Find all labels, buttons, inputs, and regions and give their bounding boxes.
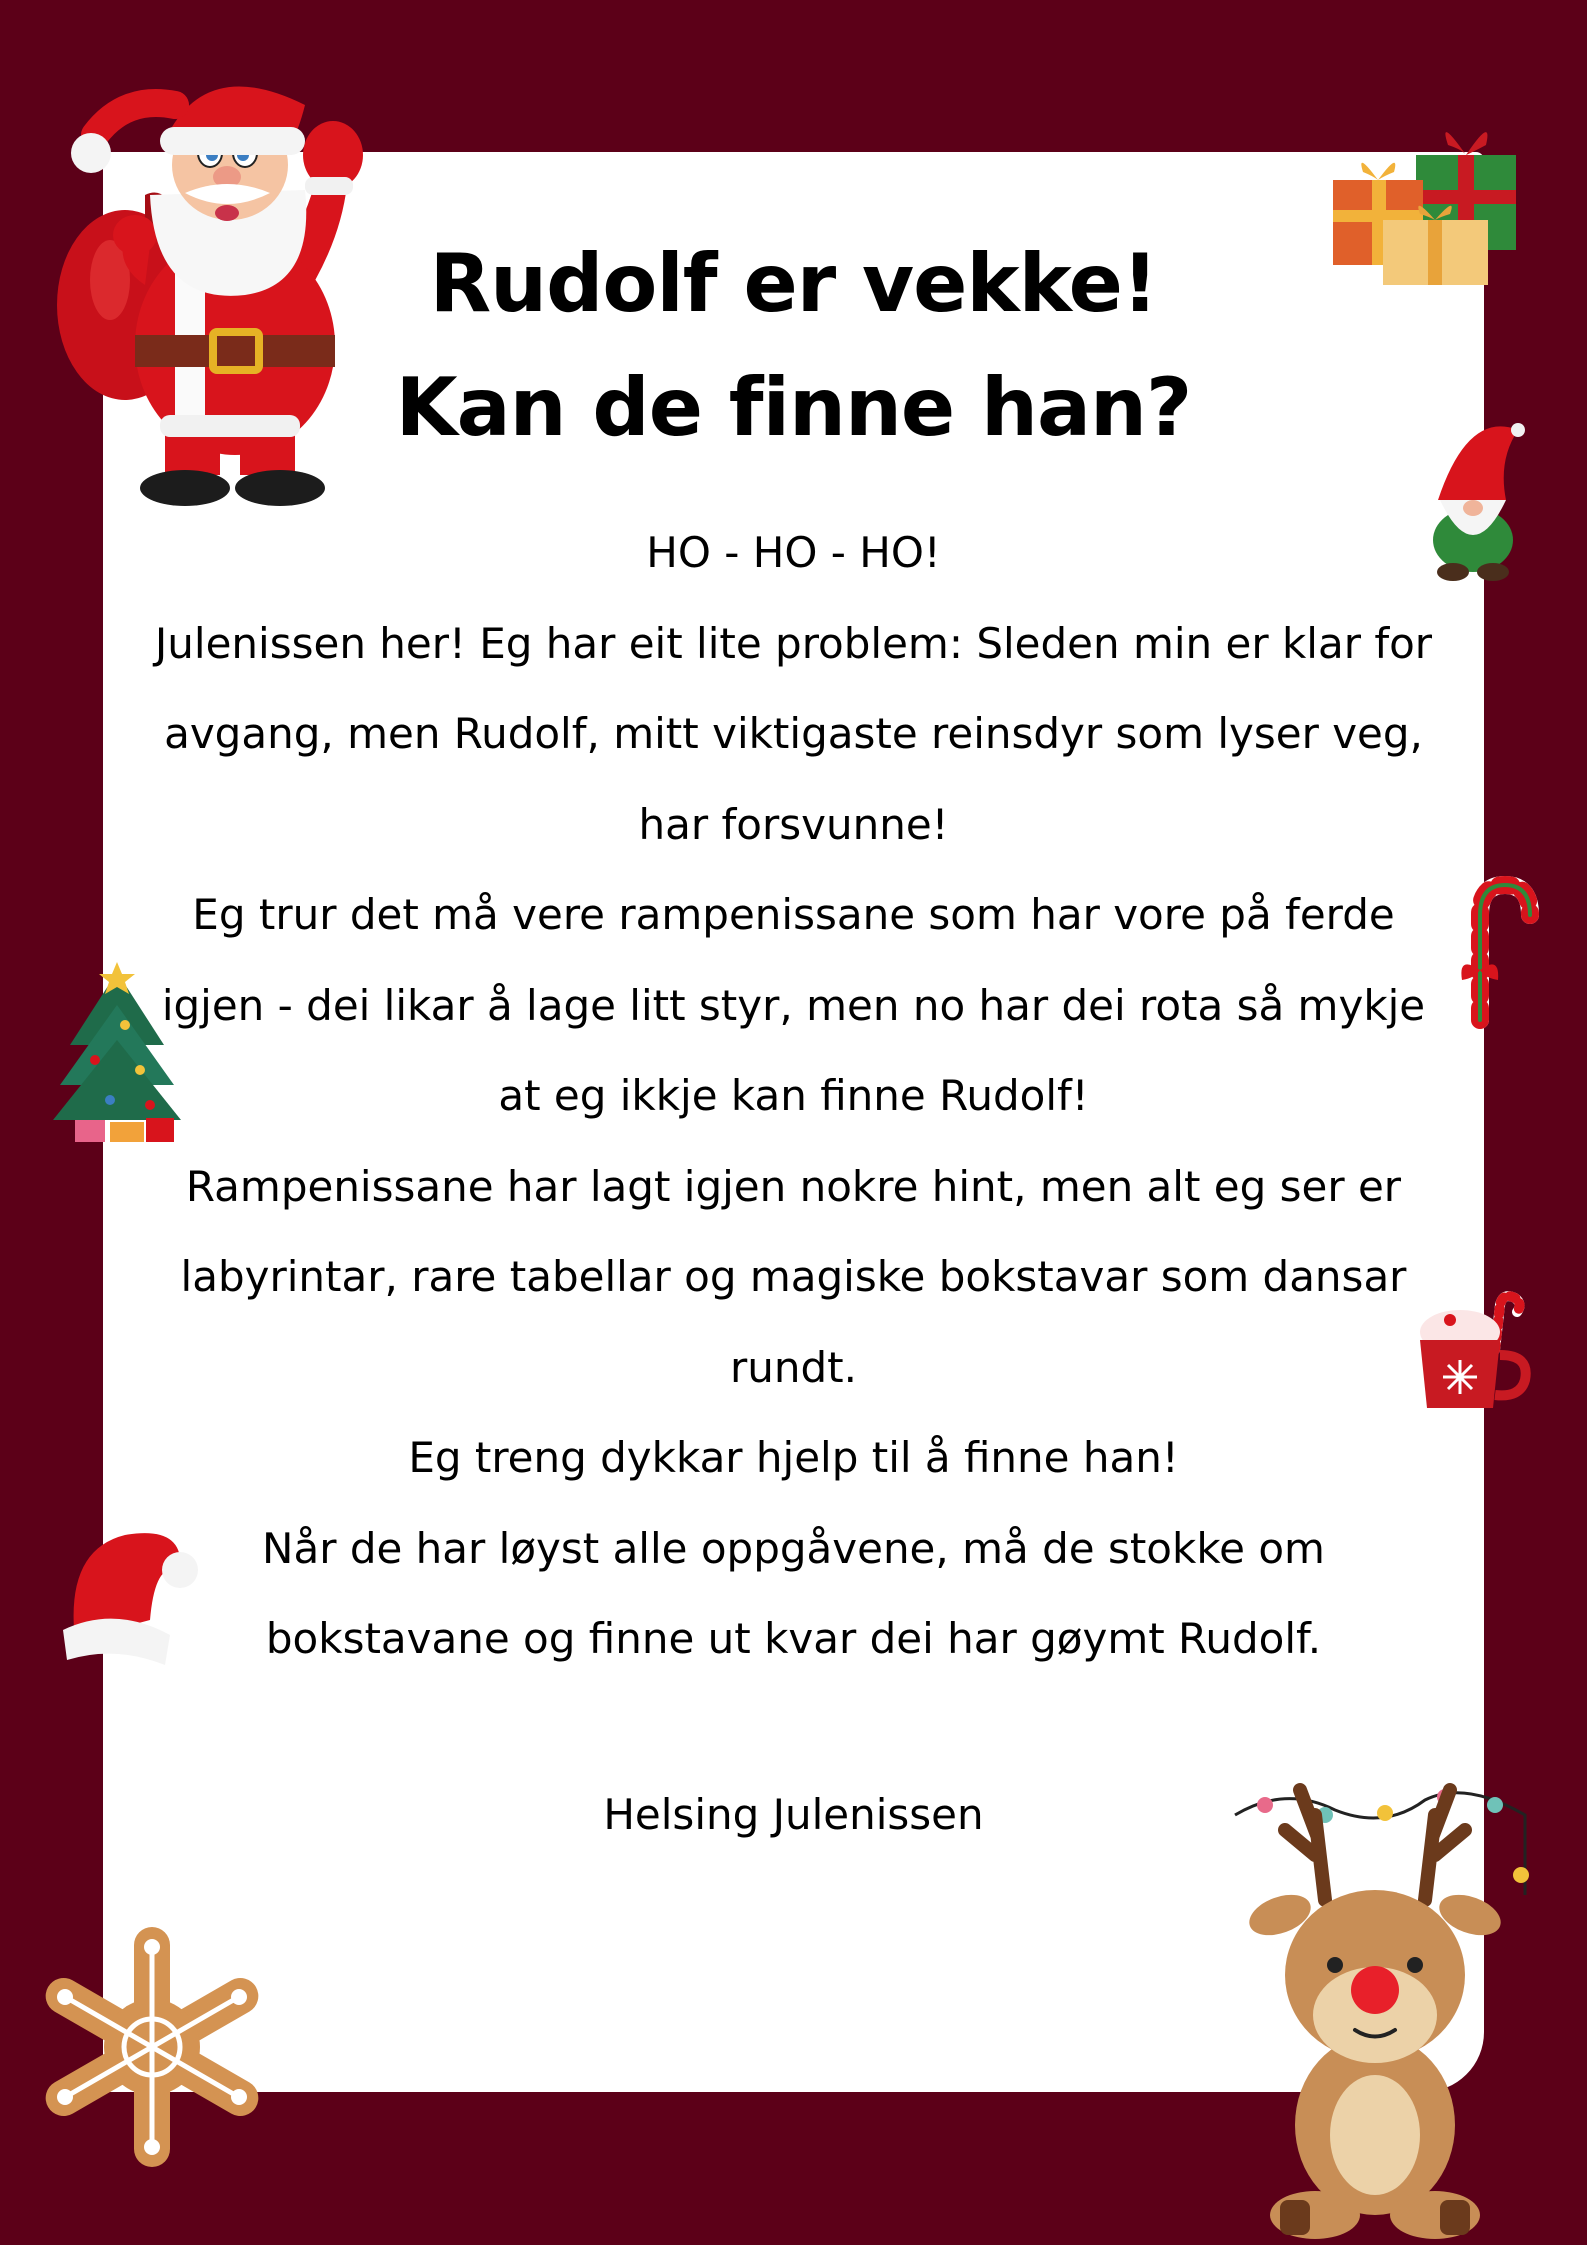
gift-boxes-icon: [1328, 110, 1528, 290]
paragraph: Julenissen her! Eg har eit lite problem: Sleden min er klar for avgang, men Rudolf, mitt viktigaste reinsdyr som lyser veg, har forsvunne!: [154, 618, 1433, 849]
paragraph: Eg treng dykkar hjelp til å finne han!: [408, 1433, 1179, 1482]
title-line-1: Rudolf er vekke!: [429, 237, 1158, 330]
letter-body: [150, 508, 1437, 1685]
reindeer-icon: [1225, 1775, 1530, 2240]
christmas-tree-icon: [50, 960, 185, 1145]
candy-cane-icon: [1450, 870, 1540, 1030]
gnome-icon: [1418, 420, 1528, 585]
paragraph: Når de har løyst alle oppgåvene, må de stokke om bokstavane og finne ut kvar dei har gøymt Rudolf.: [262, 1523, 1325, 1663]
santa-icon: [55, 45, 375, 515]
paragraph: Eg trur det må vere rampenissane som har vore på ferde igjen - dei likar å lage litt styr, men no har dei rota så mykje at eg ikkje kan finne Rudolf!: [161, 890, 1426, 1120]
santa-hat-icon: [55, 1510, 205, 1670]
signature: Helsing Julenissen: [603, 1790, 984, 1839]
paragraph: Rampenissane har lagt igjen nokre hint, men alt eg ser er labyrintar, rare tabellar og magiske bokstavar som dansar rundt.: [180, 1161, 1407, 1392]
paragraph: HO - HO - HO!: [646, 528, 941, 577]
title-line-2: Kan de finne han?: [395, 361, 1192, 454]
gingerbread-snowflake-icon: [25, 1920, 280, 2175]
cocoa-mug-icon: [1405, 1290, 1550, 1415]
